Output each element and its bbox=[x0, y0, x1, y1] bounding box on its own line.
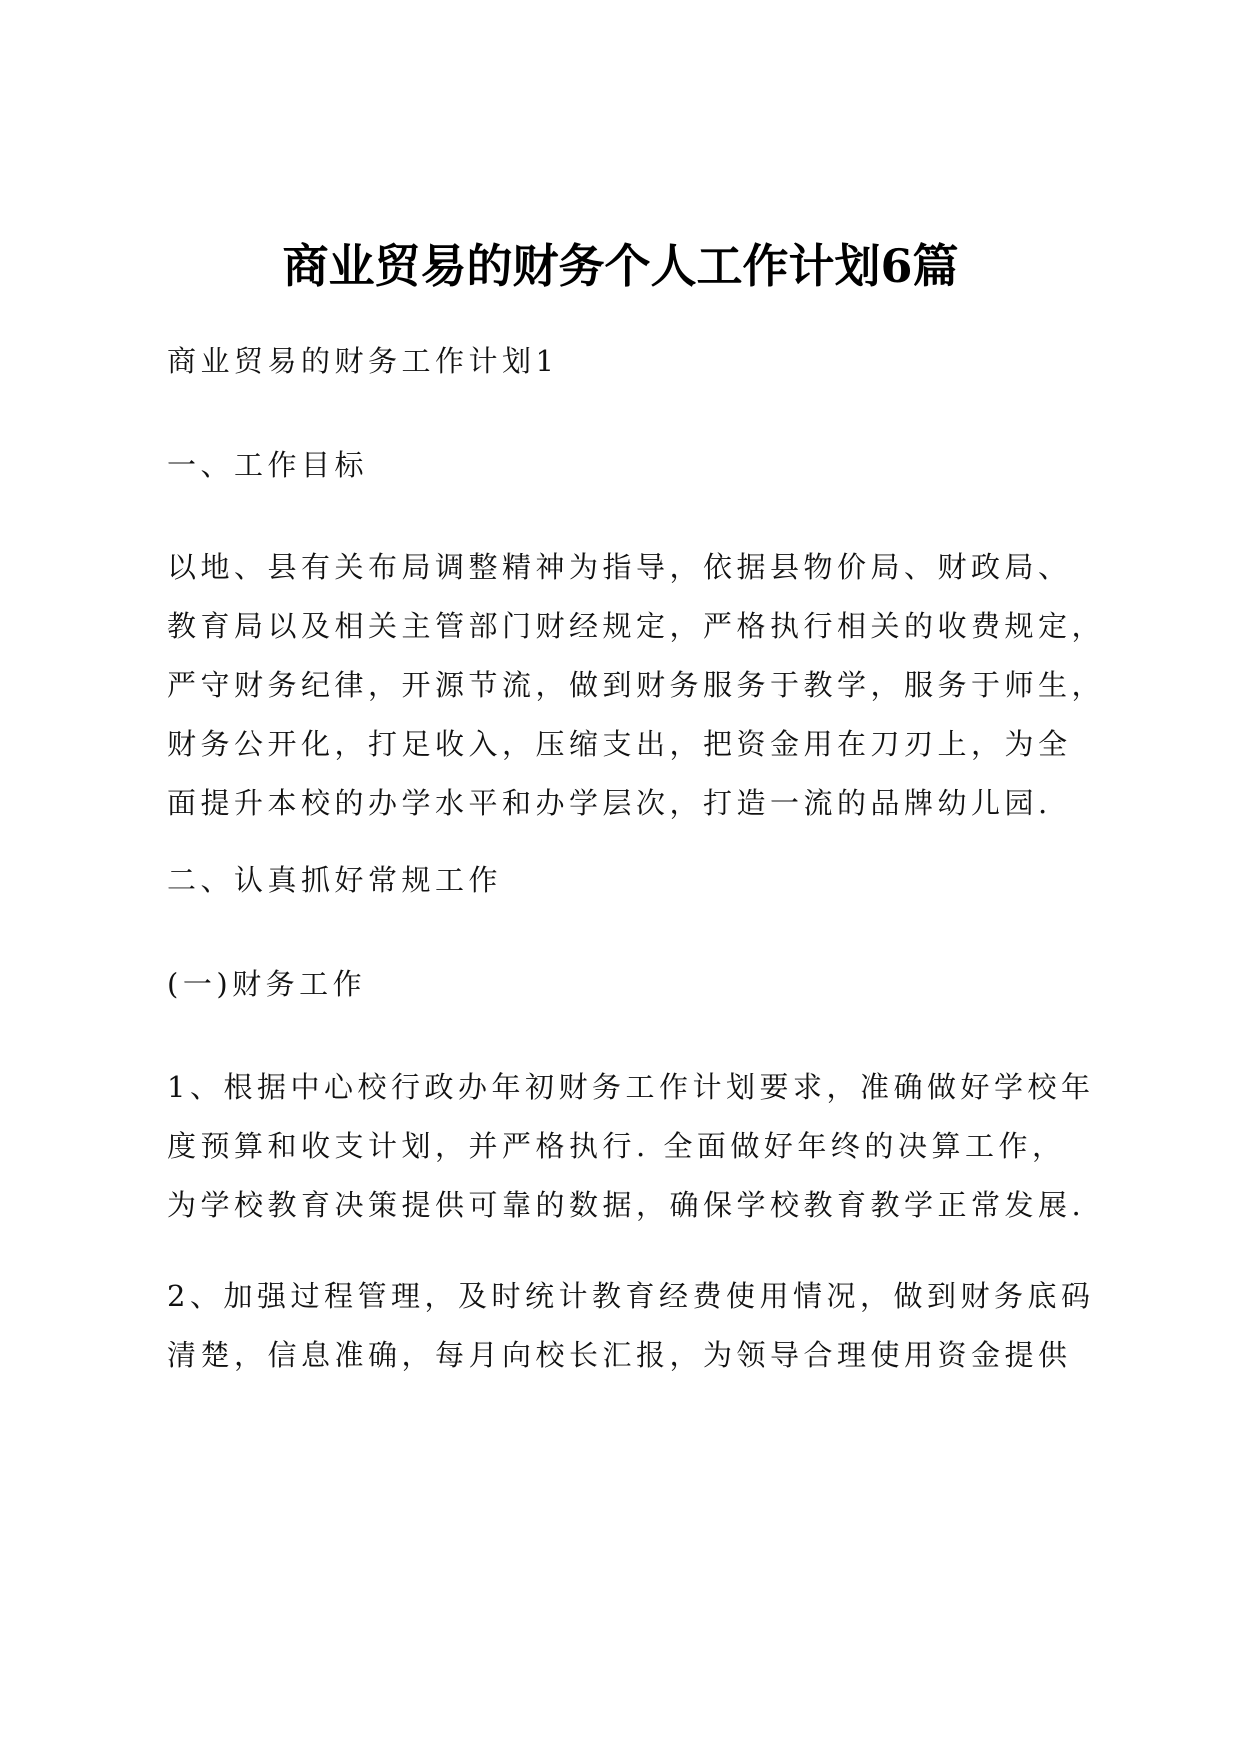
plan-subtitle: 商业贸易的财务工作计划1 bbox=[167, 344, 559, 378]
paragraph-line: 面提升本校的办学水平和办学层次，打造一流的品牌幼儿园. bbox=[167, 786, 1052, 820]
paragraph-line: 清楚，信息准确，每月向校长汇报，为领导合理使用资金提供 bbox=[167, 1338, 1072, 1372]
paragraph-goals bbox=[167, 538, 1106, 833]
paragraph-line: 为学校教育决策提供可靠的数据，确保学校教育教学正常发展. bbox=[167, 1188, 1086, 1222]
paragraph-line: 以地、县有关布局调整精神为指导，依据县物价局、财政局、 bbox=[167, 550, 1072, 584]
paragraph-line: 2、加强过程管理，及时统计教育经费使用情况，做到财务底码 bbox=[167, 1279, 1095, 1313]
paragraph-line: 度预算和收支计划，并严格执行. 全面做好年终的决算工作， bbox=[167, 1129, 1066, 1163]
paragraph-item-1 bbox=[167, 1058, 1095, 1235]
paragraph-line: 严守财务纪律，开源节流，做到财务服务于教学，服务于师生， bbox=[167, 668, 1106, 702]
paragraph-item-2 bbox=[167, 1267, 1095, 1385]
section-heading-routine-work: 二、认真抓好常规工作 bbox=[167, 863, 503, 897]
section-heading-goals: 一、工作目标 bbox=[167, 448, 369, 482]
paragraph-line: 教育局以及相关主管部门财经规定，严格执行相关的收费规定， bbox=[167, 609, 1106, 643]
paragraph-line: 财务公开化，打足收入，压缩支出，把资金用在刀刃上，为全 bbox=[167, 727, 1072, 761]
document-title: 商业贸易的财务个人工作计划6篇 bbox=[282, 239, 959, 293]
subsection-heading-finance: (一)财务工作 bbox=[167, 967, 367, 1001]
paragraph-line: 1、根据中心校行政办年初财务工作计划要求，准确做好学校年 bbox=[167, 1070, 1095, 1104]
